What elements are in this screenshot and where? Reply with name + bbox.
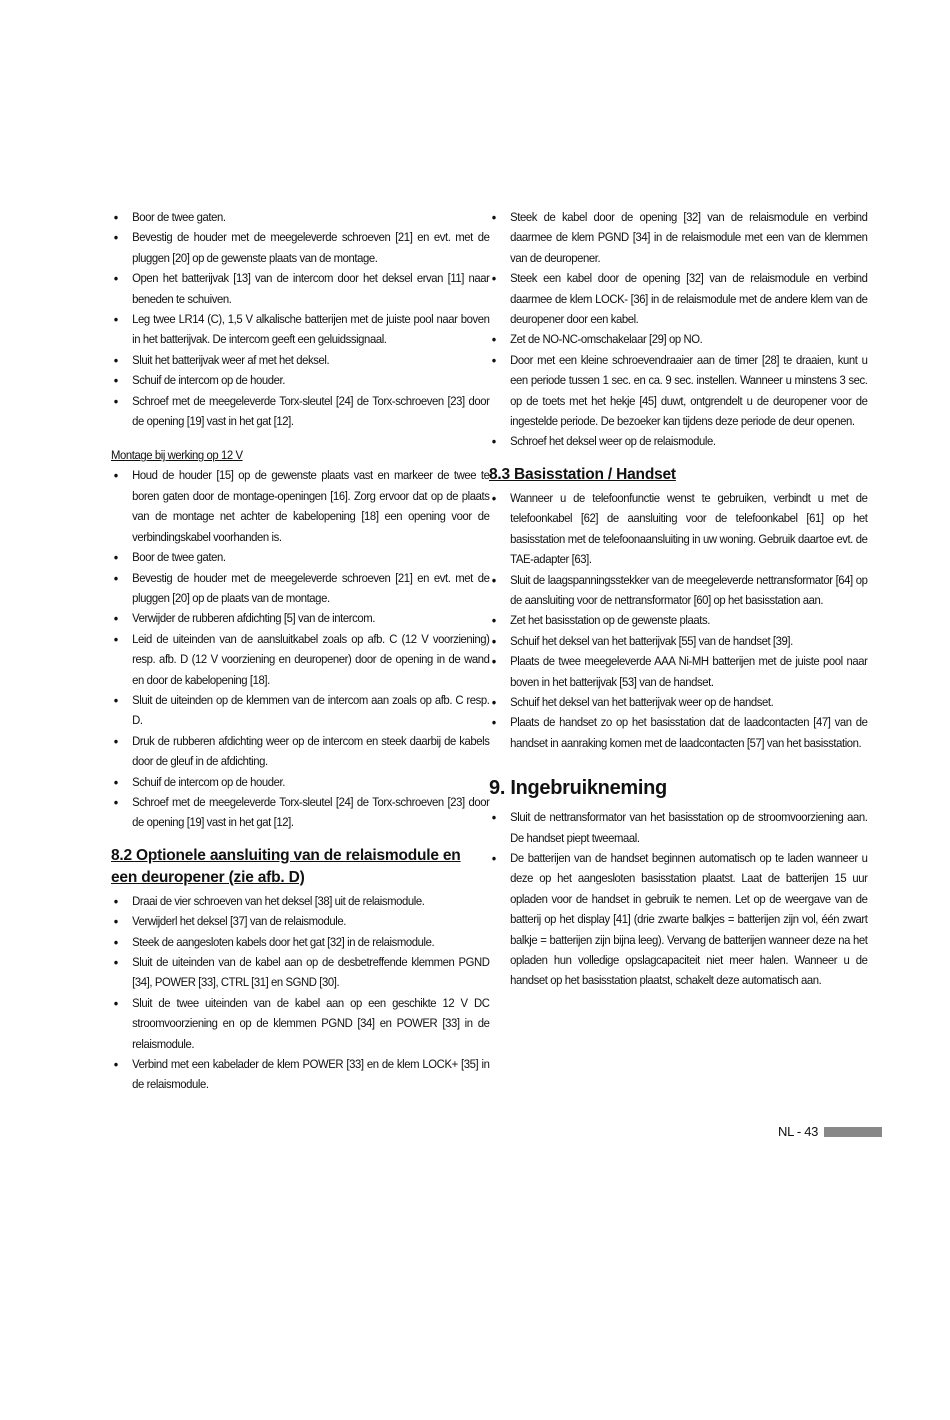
- list-item: • Sluit de uiteinden van de kabel aan op de desbetreffende klemmen PGND [34], POWER [33], CTRL [31] en SGND [30].: [111, 952, 490, 993]
- list-item: • Door met een kleine schroevendraaier aan de timer [28] te draaien, kunt u een periode tussen 1 sec. en ca. 9 sec. instellen. Wanneer u minstens 3 sec. op de toets met het hekje [45] duwt, ontgrendelt u de deuropener voor de ingestelde periode. De bezoeker kan tijdens deze periode de deur openen.: [489, 350, 868, 432]
- list-item: • Leid de uiteinden van de aansluitkabel zoals op afb. C (12 V voorziening) resp. afb. D (12 V voorziening en deuropener) door de opening in de wand en door de kabelopening [18].: [111, 629, 490, 690]
- list-item: • Sluit de laagspanningsstekker van de meegeleverde nettransformator [64] op de aansluiting voor de nettransformator [60] op het basisstation aan.: [489, 570, 868, 611]
- bullet-list: [111, 465, 490, 832]
- bullet-list: [489, 207, 868, 452]
- list-item: • Steek de kabel door de opening [32] van de relaismodule en verbind daarmee de klem PGND [34] in de relaismodule met een van de klemmen van de deuropener.: [489, 207, 868, 268]
- bullet-list: [489, 807, 868, 991]
- list-item: • Schroef met de meegeleverde Torx-sleutel [24] de Torx-schroeven [23] door de opening [19] vast in het gat [12].: [111, 391, 490, 432]
- list-item: • Bevestig de houder met de meegeleverde schroeven [21] en evt. met de pluggen [20] op de gewenste plaats van de montage.: [111, 227, 490, 268]
- bullet-list: [111, 207, 490, 431]
- right-column: [489, 207, 868, 991]
- list-item: • Verwijder de rubberen afdichting [5] van de intercom.: [111, 608, 490, 628]
- left-column: [111, 207, 490, 1095]
- list-item: • Druk de rubberen afdichting weer op de intercom en steek daarbij de kabels door de gleuf in de afdichting.: [111, 731, 490, 772]
- list-item: • Schroef het deksel weer op de relaismodule.: [489, 431, 868, 451]
- page-footer: [778, 1124, 882, 1139]
- section-heading: 8.2 Optionele aansluiting van de relaismodule en een deuropener (zie afb. D): [111, 846, 461, 886]
- list-item: • Leg twee LR14 (C), 1,5 V alkalische batterijen met de juiste pool naar boven in het batterijvak. De intercom geeft een geluidssignaal.: [111, 309, 490, 350]
- page-marker-bar: [824, 1127, 882, 1137]
- list-item: • Bevestig de houder met de meegeleverde schroeven [21] en evt. met de pluggen [20] op de plaats van de montage.: [111, 568, 490, 609]
- list-item: • Open het batterijvak [13] van de intercom door het deksel ervan [11] naar beneden te schuiven.: [111, 268, 490, 309]
- list-item: • Houd de houder [15] op de gewenste plaats vast en markeer de twee te boren gaten door de montage-openingen [16]. Zorg ervoor dat op de plaats van de montage net achter de kabelopening [18] een opening voor de verbindingskabel voorhanden is.: [111, 465, 490, 547]
- chapter-heading: 9. Ingebruikneming: [489, 777, 667, 800]
- list-item: • Sluit de uiteinden op de klemmen van de intercom aan zoals op afb. C resp. D.: [111, 690, 490, 731]
- list-item: • Schuif de intercom op de houder.: [111, 370, 490, 390]
- list-item: • Plaats de twee meegeleverde AAA Ni-MH batterijen met de juiste pool naar boven in het batterijvak [53] van de handset.: [489, 651, 868, 692]
- list-item: • Verwijderl het deksel [37] van de relaismodule.: [111, 911, 490, 931]
- list-item: • Schuif het deksel van het batterijvak [55] van de handset [39].: [489, 631, 868, 651]
- bullet-list: [111, 891, 490, 1095]
- list-item: • De batterijen van de handset beginnen automatisch op te laden wanneer u deze op het aangesloten basisstation plaatst. Laat de batterijen 15 uur opladen voor de handset in gebruik te nemen. Let op de weergave van de batterij op het display [41] (drie zwarte balkjes = batterijen zijn vol, één zwart balkje = batterijen zijn bijna leeg). Vervang de batterijen wanneer deze na het opladen hun volledige opslagcapaciteit niet meer halen. Wanneer u de handset op het basisstation plaatst, schakelt deze automatisch aan.: [489, 848, 868, 991]
- list-item: • Boor de twee gaten.: [111, 207, 490, 227]
- list-item: • Steek de aangesloten kabels door het gat [32] in de relaismodule.: [111, 932, 490, 952]
- list-item: • Sluit de twee uiteinden van de kabel aan op een geschikte 12 V DC stroomvoorziening en op de klemmen PGND [34] en POWER [33] in de relaismodule.: [111, 993, 490, 1054]
- list-item: • Steek een kabel door de opening [32] van de relaismodule en verbind daarmee de klem LOCK- [36] in de relaismodule met de andere klem van de deuropener door een kabel.: [489, 268, 868, 329]
- list-item: • Schuif de intercom op de houder.: [111, 772, 490, 792]
- list-item: • Boor de twee gaten.: [111, 547, 490, 567]
- list-item: • Sluit het batterijvak weer af met het deksel.: [111, 350, 490, 370]
- section-heading: 8.3 Basisstation / Handset: [489, 465, 676, 483]
- list-item: • Schroef met de meegeleverde Torx-sleutel [24] de Torx-schroeven [23] door de opening [19] vast in het gat [12].: [111, 792, 490, 833]
- page-number: NL - 43: [778, 1124, 819, 1139]
- list-item: • Sluit de nettransformator van het basisstation op de stroomvoorziening aan. De handset piept tweemaal.: [489, 807, 868, 848]
- list-item: • Draai de vier schroeven van het deksel [38] uit de relaismodule.: [111, 891, 490, 911]
- list-item: • Zet de NO-NC-omschakelaar [29] op NO.: [489, 329, 868, 349]
- subheading: Montage bij werking op 12 V: [111, 448, 243, 463]
- list-item: • Schuif het deksel van het batterijvak weer op de handset.: [489, 692, 868, 712]
- list-item: • Plaats de handset zo op het basisstation dat de laadcontacten [47] van de handset in aanraking komen met de laadcontacten [57] van het basisstation.: [489, 712, 868, 753]
- list-item: • Wanneer u de telefoonfunctie wenst te gebruiken, verbindt u met de telefoonkabel [62] de aansluiting voor de telefoonkabel [61] op het basisstation met de telefoonaansluiting in uw woning. Gebruik daartoe evt. de TAE-adapter [63].: [489, 488, 868, 570]
- list-item: • Verbind met een kabelader de klem POWER [33] en de klem LOCK+ [35] in de relaismodule.: [111, 1054, 490, 1095]
- list-item: • Zet het basisstation op de gewenste plaats.: [489, 610, 868, 630]
- bullet-list: [489, 488, 868, 753]
